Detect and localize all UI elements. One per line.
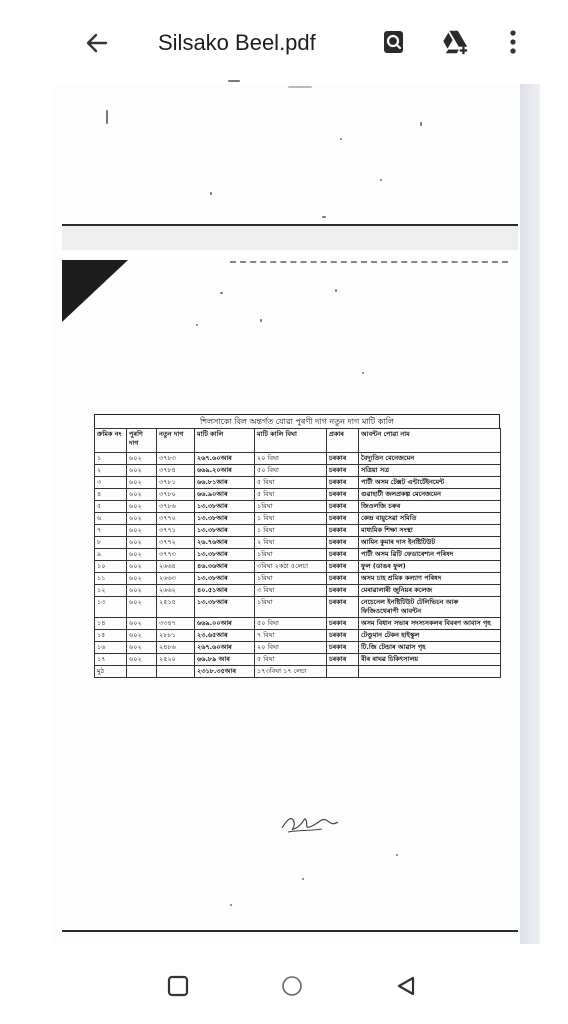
table-cell: ফুল (ডাঙৰ ফুল): [359, 561, 501, 573]
table-cell: চৰকাৰ: [327, 618, 359, 630]
column-header: মাটি কালি: [195, 429, 255, 453]
table-cell: ৬৬.৯০আৰ: [195, 489, 255, 501]
scan-mark: [288, 86, 312, 88]
table-body: [95, 453, 501, 678]
table-cell: ২৬৬৩: [157, 573, 195, 585]
recents-square-icon[interactable]: [162, 970, 194, 1002]
table-cell: ১ বিঘা: [255, 525, 327, 537]
table-cell: নেচেনেল ইনষ্টিটিউট টেলিভিচন আৰু ফিজিওথেৰাপী আবন্টন: [359, 597, 501, 618]
table-cell: চৰকাৰ: [327, 513, 359, 525]
table-cell: [327, 666, 359, 678]
table-cell: ১বিঘা: [255, 549, 327, 561]
page-separator: [62, 930, 518, 932]
scan-mark: [106, 110, 108, 124]
table-cell: অসম চাহ শ্ৰমিক কল্যাণ পৰিষদ: [359, 573, 501, 585]
table-cell: ৩৩৪৭: [157, 618, 195, 630]
table-cell: চৰকাৰ: [327, 597, 359, 618]
table-cell: ৬০২: [127, 561, 157, 573]
table-cell: পাৰ্টী অসম টেক্সট এন্টাৰ্টেইনমেন্ট: [359, 477, 501, 489]
scan-header-noise: [230, 261, 508, 269]
home-circle-icon[interactable]: [276, 970, 308, 1002]
table-cell: ২৫২০: [157, 654, 195, 666]
table-cell: ৬০২: [127, 642, 157, 654]
table-cell: ২৩.৬৫আৰ: [195, 630, 255, 642]
table-cell: ১: [95, 453, 127, 465]
table-cell: চৰকাৰ: [327, 453, 359, 465]
table-cell: অসম বিধান সভাৰ সদস্যসকলৰ বিবৰণ আবাস গৃহ: [359, 618, 501, 630]
table-cell: ৫ বিঘা: [255, 654, 327, 666]
table-cell: ৩বিঘা ২কঠা ৫লেচা: [255, 561, 327, 573]
table-cell: ২০ বিঘা: [255, 453, 327, 465]
table-cell: ২৫১৫: [157, 597, 195, 618]
table-cell: ৬০২: [127, 513, 157, 525]
table-cell: চৰকাৰ: [327, 549, 359, 561]
data-table: [94, 428, 501, 678]
table-cell: ৫০ বিঘা: [255, 618, 327, 630]
table-cell: ৫ বিঘা: [255, 489, 327, 501]
table-row: [95, 654, 501, 666]
table-cell: ৬০২: [127, 501, 157, 513]
table-cell: টেণ্ডুমান টেকন হাইস্কুল: [359, 630, 501, 642]
table-row: [95, 573, 501, 585]
table-cell: ১৩: [95, 597, 127, 618]
table-cell: ৯: [95, 549, 127, 561]
table-cell: ৬০২: [127, 465, 157, 477]
table-cell: ৬০২: [127, 597, 157, 618]
table-cell: চৰকাৰ: [327, 642, 359, 654]
table-cell: ১বিঘা: [255, 501, 327, 513]
table-cell: ৮: [95, 537, 127, 549]
table-cell: ৫০ বিঘা: [255, 465, 327, 477]
scan-mark: [322, 216, 326, 218]
scan-mark: [230, 904, 232, 906]
table-cell: ১২: [95, 585, 127, 597]
table-cell: ৪: [95, 489, 127, 501]
table-cell: ১৩.৩৮আৰ: [195, 549, 255, 561]
column-header: আবন্টন পোৱা নাম: [359, 429, 501, 453]
table-cell: ৬৬.৮১আৰ: [195, 477, 255, 489]
table-cell: ৬৬৯.০০আৰ: [195, 618, 255, 630]
table-cell: ২৬৭.৬০আৰ: [195, 642, 255, 654]
table-cell: ১৩.৩৮আৰ: [195, 597, 255, 618]
table-row: [95, 501, 501, 513]
table-row: [95, 630, 501, 642]
table-cell: ১৫: [95, 630, 127, 642]
signature-scribble: [280, 812, 350, 836]
more-options-icon[interactable]: [498, 27, 528, 57]
table-cell: চৰকাৰ: [327, 630, 359, 642]
table-cell: চৰকাৰ: [327, 573, 359, 585]
table-cell: ১০: [95, 561, 127, 573]
table-cell: ৬৬৯.২০আৰ: [195, 465, 255, 477]
table-cell: মুঠ: [95, 666, 127, 678]
back-arrow-icon[interactable]: [82, 28, 112, 58]
scan-mark: [340, 138, 342, 140]
table-cell: ১বিঘা: [255, 597, 327, 618]
table-cell: ৪৬.৩৬আৰ: [195, 561, 255, 573]
table-title: শিলসাকো বিল অন্তৰ্গত যোৱা পুৰণী দাগ নতুন দাগ মাটি কালি: [94, 414, 500, 428]
table-cell: ৩৭৮০: [157, 489, 195, 501]
scan-mark: [362, 372, 364, 374]
table-cell: [359, 666, 501, 678]
table-cell: কেন্দ্ৰ বায়ুসেৱা সমিতি: [359, 513, 501, 525]
table-cell: [157, 666, 195, 678]
table-cell: ১৭: [95, 654, 127, 666]
table-cell: ২৩১৮.৩৫আৰ: [195, 666, 255, 678]
scan-mark: [196, 324, 198, 326]
table-cell: ৬০২: [127, 453, 157, 465]
table-cell: সত্ৰিয়া সত্ৰ: [359, 465, 501, 477]
table-cell: চৰকাৰ: [327, 501, 359, 513]
table-row: [95, 477, 501, 489]
table-cell: ৩: [95, 477, 127, 489]
table-row: [95, 549, 501, 561]
table-row: [95, 666, 501, 678]
table-row: [95, 537, 501, 549]
table-cell: ১৬: [95, 642, 127, 654]
table-row: [95, 525, 501, 537]
table-cell: ৬০২: [127, 654, 157, 666]
table-cell: ৩৭৭০: [157, 513, 195, 525]
column-header: মাটি কালি বিঘা: [255, 429, 327, 453]
table-row: [95, 585, 501, 597]
scan-mark: [396, 854, 398, 856]
table-cell: চৰকাৰ: [327, 489, 359, 501]
table-cell: মেৰাৱালাৰী জুনিয়ৰ কলেজ: [359, 585, 501, 597]
table-cell: ১বিঘা: [255, 573, 327, 585]
document-title: Silsako Beel.pdf: [158, 30, 316, 55]
table-cell: ২৬৬৪: [157, 561, 195, 573]
table-cell: ৬৬.৮৯ আৰ: [195, 654, 255, 666]
table-cell: ৬০২: [127, 525, 157, 537]
table-cell: ২০ বিঘা: [255, 642, 327, 654]
table-cell: আমিন কুমাৰ দাস ইনষ্টিটিউট: [359, 537, 501, 549]
table-cell: টি.জি টেন্ডাৰ আৱাস গৃহ: [359, 642, 501, 654]
table-cell: ৪০.৫১আৰ: [195, 585, 255, 597]
table-cell: ১৩.৩৮আৰ: [195, 513, 255, 525]
table-cell: চৰকাৰ: [327, 585, 359, 597]
table-cell: ৬০২: [127, 585, 157, 597]
search-in-document-icon[interactable]: [379, 27, 409, 57]
scan-mark: [335, 289, 337, 292]
table-cell: ৫ বিঘা: [255, 477, 327, 489]
table-row: [95, 489, 501, 501]
column-header: পুৰণি দাগ: [127, 429, 157, 453]
table-cell: চৰকাৰ: [327, 537, 359, 549]
table-cell: জিওলজি চৰুৰ: [359, 501, 501, 513]
table-row: [95, 597, 501, 618]
scan-mark: [210, 192, 212, 195]
scan-mark: [228, 80, 240, 82]
system-nav-bar: [0, 950, 568, 1024]
table-cell: ১১: [95, 573, 127, 585]
table-cell: ২৬৬২: [157, 585, 195, 597]
back-triangle-icon[interactable]: [390, 970, 422, 1002]
table-header-row: [95, 429, 501, 453]
table-cell: ২: [95, 465, 127, 477]
scan-mark: [220, 292, 223, 294]
page-gap: [62, 226, 518, 250]
table-cell: ২ বিঘা: [255, 537, 327, 549]
land-allocation-table: [94, 414, 500, 678]
table-cell: ২৮৮১: [157, 630, 195, 642]
table-cell: ৬: [95, 513, 127, 525]
table-cell: চৰকাৰ: [327, 525, 359, 537]
table-row: [95, 642, 501, 654]
table-cell: ১ বিঘা: [255, 513, 327, 525]
column-header: নতুন দাগ: [157, 429, 195, 453]
column-header: ক্ৰমিক নং: [95, 429, 127, 453]
table-cell: ৭ বিঘা: [255, 630, 327, 642]
table-row: [95, 513, 501, 525]
page-edge-shadow: [520, 84, 540, 944]
table-cell: চৰকাৰ: [327, 465, 359, 477]
scan-mark: [260, 319, 262, 322]
table-cell: চৰকাৰ: [327, 654, 359, 666]
app-bar: [0, 0, 568, 84]
table-cell: বীৰ ৰাঘৱ চিকিৎসালয়: [359, 654, 501, 666]
table-cell: ৩৭৮৬: [157, 501, 195, 513]
scan-corner-artifact: [62, 260, 128, 322]
table-row: [95, 561, 501, 573]
table-cell: ৭: [95, 525, 127, 537]
scan-mark: [420, 122, 422, 126]
table-row: [95, 618, 501, 630]
table-cell: গুৱাহাটী জলপ্ৰকল্প মেনেজমেন: [359, 489, 501, 501]
table-cell: ৩৭৭৩: [157, 549, 195, 561]
table-cell: ৫: [95, 501, 127, 513]
table-cell: ১৪: [95, 618, 127, 630]
scan-mark: [302, 878, 304, 880]
table-cell: ৬০২: [127, 630, 157, 642]
table-cell: চৰকাৰ: [327, 561, 359, 573]
table-cell: ৬০২: [127, 489, 157, 501]
table-cell: ১৩.৩৮আৰ: [195, 525, 255, 537]
table-cell: ৬০২: [127, 549, 157, 561]
table-cell: বৈদ্যুতিন মেনেজমেন: [359, 453, 501, 465]
table-cell: [127, 666, 157, 678]
table-cell: ৬০২: [127, 537, 157, 549]
table-cell: ১৭৩বিঘা ১৭ লেচা: [255, 666, 327, 678]
scan-mark: [380, 179, 382, 181]
table-cell: ৩ বিঘা: [255, 585, 327, 597]
table-cell: ৩৭৮৩: [157, 453, 195, 465]
table-cell: ৬০২: [127, 618, 157, 630]
table-cell: ১৩.৩৮আৰ: [195, 501, 255, 513]
table-cell: ৩৭৭১: [157, 525, 195, 537]
table-cell: ৩৭৮৪: [157, 465, 195, 477]
table-cell: ১৩.৩৮আৰ: [195, 573, 255, 585]
add-to-drive-icon[interactable]: [440, 27, 470, 57]
table-cell: মাধ্যমিক শিক্ষা সংস্থা: [359, 525, 501, 537]
table-cell: ৬০২: [127, 477, 157, 489]
table-cell: পাৰ্টী অসম ৱিটি ফেডাৰেশ্যন পৰিষদ: [359, 549, 501, 561]
table-cell: ২৬৭.৬০আৰ: [195, 453, 255, 465]
pdf-viewer[interactable]: [0, 84, 568, 950]
table-cell: ২৪৮৬: [157, 642, 195, 654]
table-row: [95, 453, 501, 465]
table-cell: ৬০২: [127, 573, 157, 585]
table-row: [95, 465, 501, 477]
column-header: প্ৰকাৰ: [327, 429, 359, 453]
table-cell: ৩৭৮১: [157, 477, 195, 489]
table-cell: ২৬.৭৬আৰ: [195, 537, 255, 549]
table-cell: ৩৭৭২: [157, 537, 195, 549]
table-cell: চৰকাৰ: [327, 477, 359, 489]
